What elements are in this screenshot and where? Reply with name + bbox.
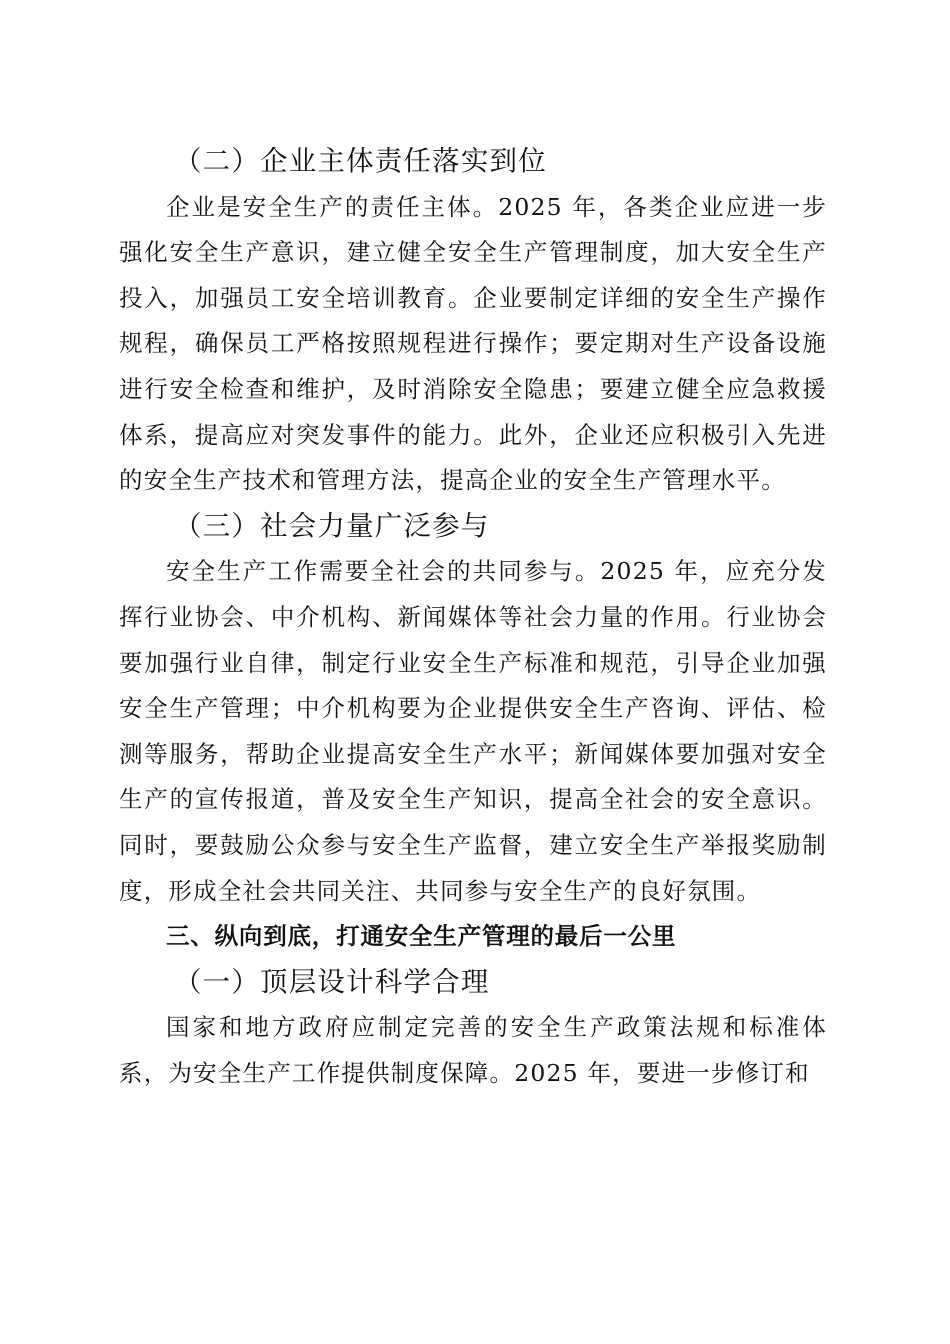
paragraph-social-participation: 安全生产工作需要全社会的共同参与。2025 年，应充分发挥行业协会、中介机构、新闻媒体等社会力量的作用。行业协会要加强行业自律，制定行业安全生产标准和规范，引导企业加强安全生产管理；中介机构要为企业提供安全生产咨询、评估、检测等服务，帮助企业提高安全生产水平；新闻媒体要加强对安全生产的宣传报道，普及安全生产知识，提高全社会的安全意识。同时，要鼓励公众参与安全生产监督，建立安全生产举报奖励制度，形成全社会共同关注、共同参与安全生产的良好氛围。	[119, 557, 827, 905]
subheading-top-level-design: （一）顶层设计科学合理	[173, 965, 490, 998]
subheading-social-participation: （三）社会力量广泛参与	[173, 509, 490, 542]
paragraph-top-level-design: 国家和地方政府应制定完善的安全生产政策法规和标准体系，为安全生产工作提供制度保障。2025 年，要进一步修订和	[119, 1013, 827, 1087]
section-heading-vertical-management: 三、纵向到底，打通安全生产管理的最后一公里	[166, 922, 677, 951]
subheading-enterprise-responsibility: （二）企业主体责任落实到位	[173, 145, 547, 177]
paragraph-enterprise-responsibility: 企业是安全生产的责任主体。2025 年，各类企业应进一步强化安全生产意识，建立健全安全生产管理制度，加大安全生产投入，加强员工安全培训教育。企业要制定详细的安全生产操作规程，确保员工严格按照规程进行操作；要定期对生产设备设施进行安全检查和维护，及时消除安全隐患；要建立健全应急救援体系，提高应对突发事件的能力。此外，企业还应积极引入先进的安全生产技术和管理方法，提高企业的安全生产管理水平。	[119, 192, 827, 495]
document-body	[119, 139, 827, 1096]
